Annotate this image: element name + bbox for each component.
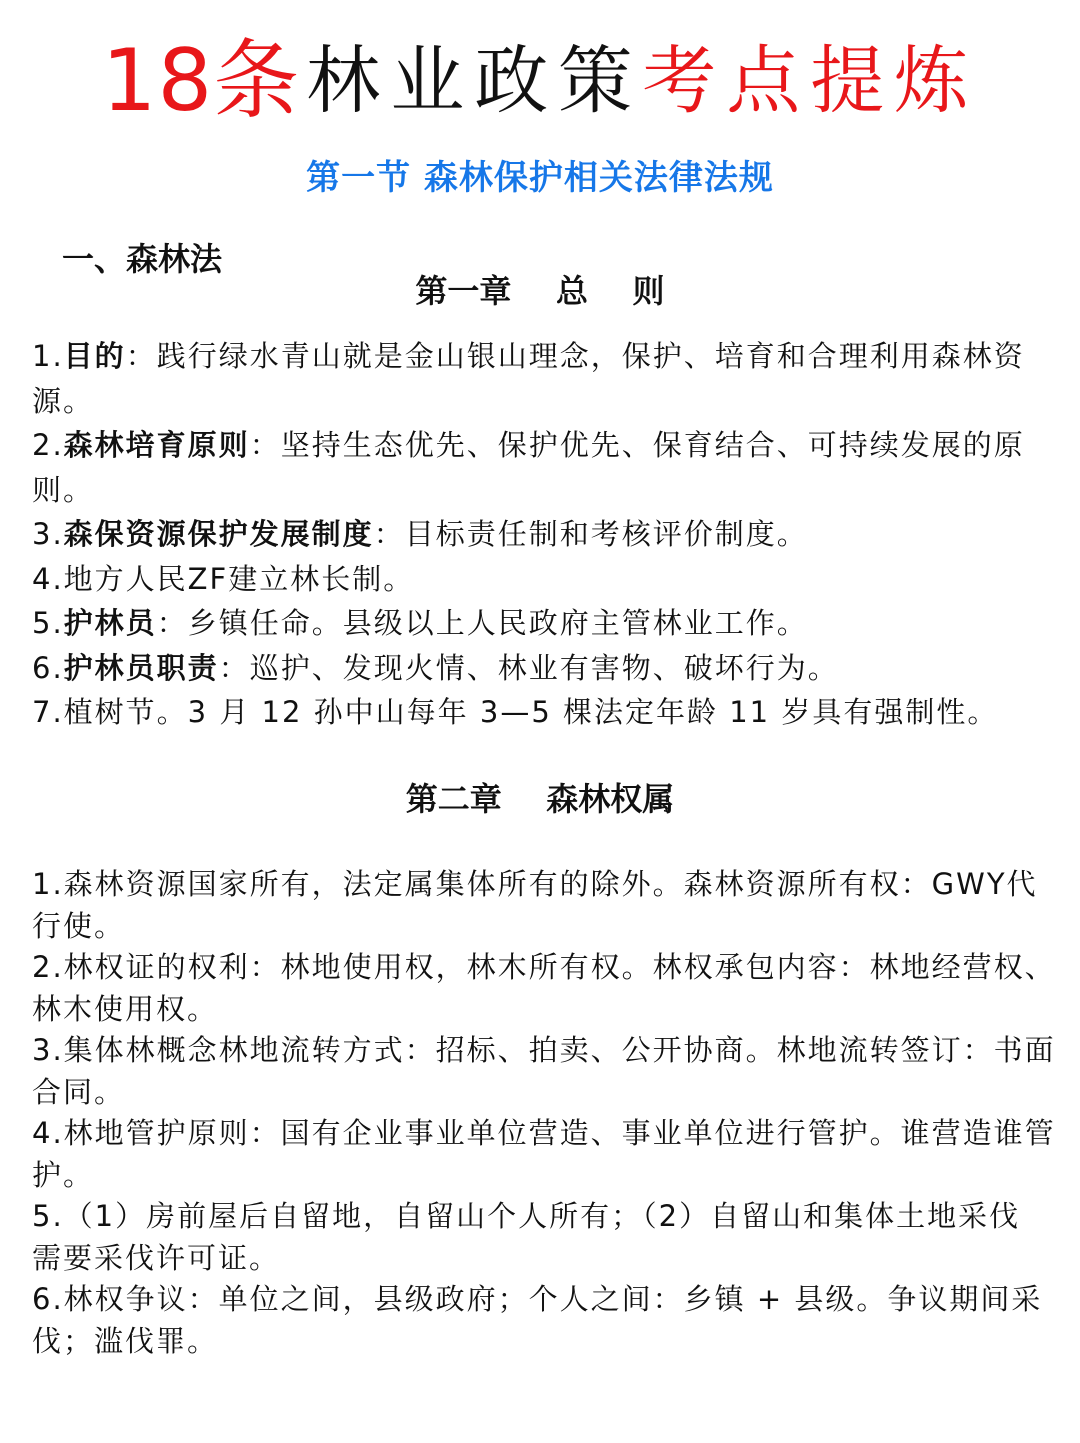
list-item: 3.集体林概念林地流转方式：招标、拍卖、公开协商。林地流转签订：书面合同。 <box>32 1033 1056 1109</box>
list-item: 1.目的：践行绿水青山就是金山银山理念，保护、培育和合理利用森林资源。 <box>32 339 1025 418</box>
list-item: 需要采伐许可证。 <box>32 1240 281 1275</box>
chapter2-list <box>32 864 1062 1362</box>
list-item: 6.林权争议：单位之间，县级政府；个人之间：乡镇 + 县级。争议期间采伐；滥伐罪。 <box>32 1282 1043 1358</box>
list-item: 5.护林员：乡镇任命。县级以上人民政府主管林业工作。 <box>32 606 808 640</box>
title-topic: 林业政策 <box>306 37 643 124</box>
list-item: 4.林地管护原则：国有企业事业单位营造、事业单位进行管护。谁营造谁管护。 <box>32 1116 1056 1192</box>
list-item: 7.植树节。3 月 12 孙中山每年 3—5 棵法定年龄 11 岁具有强制性。 <box>32 695 999 729</box>
title-highlight-count: 18条 <box>101 30 301 131</box>
list-item: 1.森林资源国家所有，法定属集体所有的除外。森林资源所有权：GWY代行使。 <box>32 867 1038 943</box>
list-item: 2.森林培育原则：坚持生态优先、保护优先、保育结合、可持续发展的原则。 <box>32 428 1025 507</box>
title-highlight-keypoints: 考点提炼 <box>642 37 979 124</box>
chapter-title: 第二章 森林权属 <box>405 780 675 818</box>
list-item: 2.林权证的权利：林地使用权，林木所有权。林权承包内容：林地经营权、林木使用权。 <box>32 950 1056 1026</box>
list-item: 5.（1）房前屋后自留地，自留山个人所有；（2）自留山和集体土地采伐 <box>32 1199 1021 1233</box>
list-item: 3.森保资源保护发展制度：目标责任制和考核评价制度。 <box>32 517 808 551</box>
law-title: 一、森林法 <box>62 240 223 278</box>
list-item: 6.护林员职责：巡护、发现火情、林业有害物、破坏行为。 <box>32 650 839 685</box>
section-title: 第一节 森林保护相关法律法规 <box>306 158 774 198</box>
list-item: 4.地方人民ZF建立林长制。 <box>32 561 415 596</box>
chapter-title: 第一章 总 则 <box>415 272 665 310</box>
page-title <box>0 30 1080 130</box>
chapter1-list <box>32 334 1062 735</box>
